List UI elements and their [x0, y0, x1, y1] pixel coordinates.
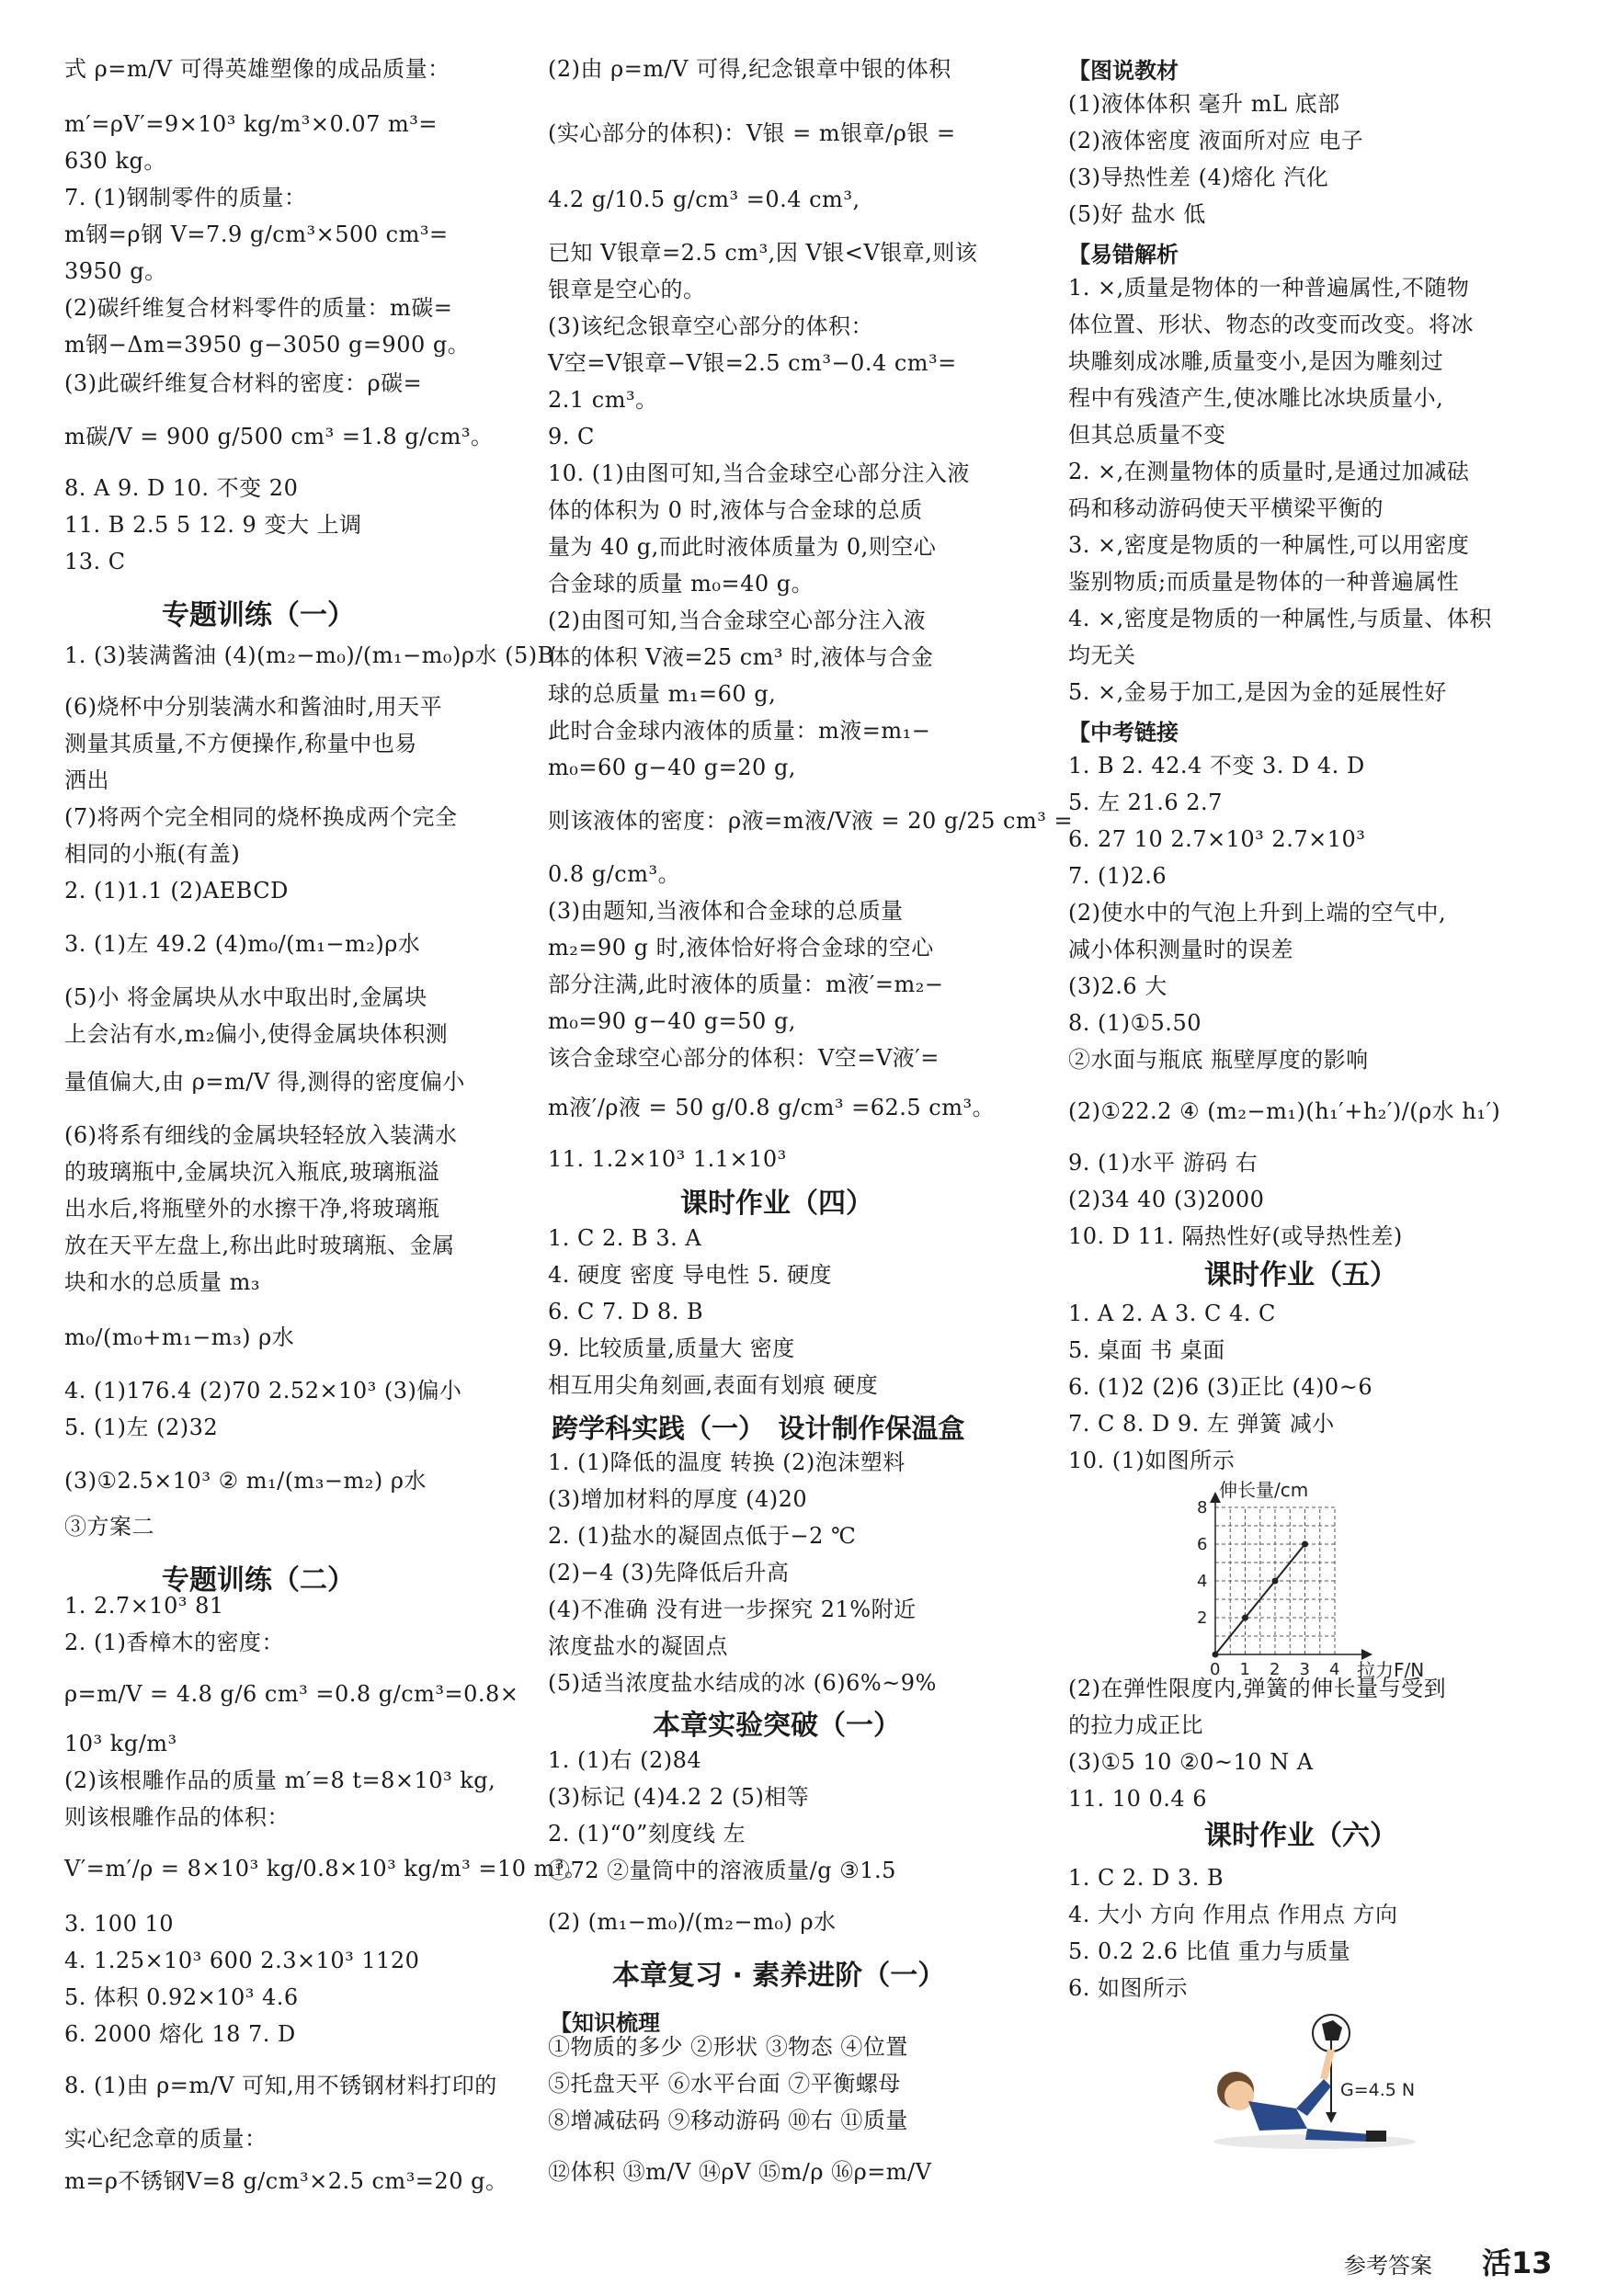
- answer-line: m′=ρV′=9×10³ kg/m³×0.07 m³=: [64, 111, 439, 137]
- answer-line: 11. 10 0.4 6: [1068, 1786, 1208, 1812]
- answer-line: 2. (1)1.1 (2)AEBCD: [64, 878, 289, 904]
- answer-line: m=ρ不锈钢V=8 g/cm³×2.5 cm³=20 g。: [64, 2168, 508, 2194]
- answer-line: 6. 27 10 2.7×10³ 2.7×10³: [1068, 826, 1366, 852]
- answer-line: ⑫体积 ⑬m/V ⑭ρV ⑮m/ρ ⑯ρ=m/V: [548, 2159, 932, 2185]
- answer-line: (2)由 ρ=m/V 可得,纪念银章中银的体积: [548, 56, 951, 82]
- answer-line: 体位置、形状、物态的改变而改变。将冰: [1068, 312, 1474, 337]
- answer-line: 1. B 2. 42.4 不变 3. D 4. D: [1068, 753, 1365, 779]
- answer-line: 9. (1)水平 游码 右: [1068, 1150, 1259, 1176]
- answer-line: ③方案二: [64, 1514, 154, 1540]
- answer-line: ①72 ②量筒中的溶液质量/g ③1.5: [548, 1858, 896, 1883]
- answer-line: 3950 g。: [64, 258, 167, 284]
- answer-line: 3. ×,密度是物质的一种属性,可以用密度: [1068, 532, 1470, 558]
- answer-line: m钢−Δm=3950 g−3050 g=900 g。: [64, 332, 471, 358]
- x-tick-label: 1: [1239, 1660, 1250, 1679]
- answer-line: (2)液体密度 液面所对应 电子: [1068, 128, 1364, 153]
- answer-line: 测量其质量,不方便操作,称量中也易: [64, 731, 417, 756]
- answer-line: 4. ×,密度是物质的一种属性,与质量、体积: [1068, 606, 1492, 631]
- answer-line: 相互用尖角刻画,表面有划痕 硬度: [548, 1372, 879, 1398]
- answer-line: ⑧增减砝码 ⑨移动游码 ⑩右 ⑪质量: [548, 2108, 908, 2133]
- answer-line: (6)将系有细线的金属块轻轻放入装满水: [64, 1122, 458, 1148]
- answer-line: 9. C: [548, 424, 595, 449]
- answer-line: (5)小 将金属块从水中取出时,金属块: [64, 984, 427, 1010]
- answer-line: 则该根雕作品的体积：: [64, 1804, 290, 1830]
- answer-line: 已知 V银章=2.5 cm³,因 V银<V银章,则该: [548, 240, 978, 266]
- answer-line: 7. (1)2.6: [1068, 863, 1167, 889]
- answer-line: (2)34 40 (3)2000: [1068, 1187, 1265, 1212]
- answer-line: 块和水的总质量 m₃: [64, 1269, 261, 1295]
- spring-extension-chart: [1186, 1480, 1489, 1682]
- answer-line: 式 ρ=m/V 可得英雄塑像的成品质量：: [64, 56, 450, 82]
- answer-line: (3)由题知,当液体和合金球的总质量: [548, 898, 904, 924]
- tag-tushuo-jiaocai: 【图说教材: [1068, 58, 1179, 84]
- heading-kuaxueke-1: 跨学科实践（一） 设计制作保温盒: [552, 1413, 965, 1444]
- heading-shiyan-1: 本章实验突破（一）: [653, 1710, 901, 1742]
- player-body: [1248, 2101, 1307, 2131]
- answer-line: 10. (1)由图可知,当合金球空心部分注入液: [548, 460, 970, 486]
- heading-keshi-6: 课时作业（六）: [1204, 1820, 1397, 1852]
- answer-line: (3)2.6 大: [1068, 973, 1167, 999]
- y-tick-label: 6: [1197, 1535, 1208, 1554]
- answer-line: 9. 比较质量,质量大 密度: [548, 1336, 795, 1361]
- answer-line: 量为 40 g,而此时液体质量为 0,则空心: [548, 534, 937, 560]
- heading-keshi-5: 课时作业（五）: [1204, 1259, 1397, 1291]
- data-point: [1302, 1541, 1308, 1548]
- answer-line: 5. 桌面 书 桌面: [1068, 1337, 1225, 1363]
- answer-line: (3)此碳纤维复合材料的密度：ρ碳=: [64, 370, 423, 396]
- answer-line: 4. 硬度 密度 导电性 5. 硬度: [548, 1262, 832, 1288]
- y-tick-label: 8: [1197, 1498, 1208, 1517]
- answer-line: 1. (1)降低的温度 转换 (2)泡沫塑料: [548, 1449, 906, 1475]
- answer-line: ρ=m/V = 4.8 g/6 cm³ =0.8 g/cm³=0.8×: [64, 1681, 519, 1707]
- answer-line: (4)不准确 没有进一步探究 21%附近: [548, 1597, 917, 1622]
- answer-line: 8. (1)由 ρ=m/V 可知,用不锈钢材料打印的: [64, 2073, 497, 2098]
- answer-line: 1. C 2. B 3. A: [548, 1225, 702, 1251]
- answer-line: 该合金球空心部分的体积：V空=V液′=: [548, 1045, 940, 1071]
- answer-line: (3)①5 10 ②0~10 N A: [1068, 1749, 1314, 1775]
- answer-line: 浓度盐水的凝固点: [548, 1633, 728, 1659]
- answer-line: m₂=90 g 时,液体恰好将合金球的空心: [548, 935, 934, 960]
- answer-line: 5. 体积 0.92×10³ 4.6: [64, 1984, 299, 2010]
- data-point: [1213, 1652, 1219, 1658]
- answer-line: 8. (1)①5.50: [1068, 1010, 1202, 1036]
- heading-fuxi-1: 本章复习 · 素养进阶（一）: [612, 1960, 946, 1992]
- answer-line: 1. 2.7×10³ 81: [64, 1593, 224, 1619]
- answer-line: 1. ×,质量是物体的一种普遍属性,不随物: [1068, 275, 1470, 301]
- answer-line: 5. 左 21.6 2.7: [1068, 790, 1223, 815]
- answer-line: 3. 100 10: [64, 1911, 175, 1937]
- x-tick-label: 4: [1329, 1660, 1340, 1679]
- answer-line: 10. D 11. 隔热性好(或导热性差): [1068, 1223, 1403, 1249]
- answer-line: 实心纪念章的质量：: [64, 2126, 268, 2152]
- answer-line: 5. ×,金易于加工,是因为金的延展性好: [1068, 679, 1447, 705]
- answer-line: 8. A 9. D 10. 不变 20: [64, 475, 299, 501]
- answer-line: 2. (1)盐水的凝固点低于−2 ℃: [548, 1523, 857, 1549]
- answer-line: 上会沾有水,m₂偏小,使得金属块体积测: [64, 1021, 449, 1047]
- gravity-label: G=4.5 N: [1340, 2080, 1416, 2100]
- answer-line: 6. 2000 熔化 18 7. D: [64, 2021, 296, 2047]
- answer-line: V′=m′/ρ = 8×10³ kg/0.8×10³ kg/m³ =10 m³。: [64, 1856, 587, 1881]
- answer-line: 4.2 g/10.5 g/cm³ =0.4 cm³,: [548, 187, 860, 212]
- answer-line: 2. (1)“0”刻度线 左: [548, 1821, 746, 1847]
- answer-line: ①物质的多少 ②形状 ③物态 ④位置: [548, 2034, 908, 2060]
- answer-line: (2)由图可知,当合金球空心部分注入液: [548, 608, 927, 633]
- answer-line: 量值偏大,由 ρ=m/V 得,测得的密度偏小: [64, 1069, 465, 1095]
- answer-line: 2. (1)香樟木的密度：: [64, 1630, 285, 1655]
- answer-line: 2.1 cm³。: [548, 387, 658, 413]
- y-axis-label: 伸长量/cm: [1219, 1480, 1309, 1501]
- answer-line: 3. (1)左 49.2 (4)m₀/(m₁−m₂)ρ水: [64, 931, 421, 957]
- data-point: [1272, 1578, 1279, 1585]
- answer-line: m₀=60 g−40 g=20 g,: [548, 755, 796, 780]
- answer-line: 块雕刻成冰雕,质量变小,是因为雕刻过: [1068, 348, 1444, 374]
- answer-line: (3)增加材料的厚度 (4)20: [548, 1486, 808, 1512]
- answer-line: 4. 1.25×10³ 600 2.3×10³ 1120: [64, 1948, 420, 1973]
- answer-line: 此时合金球内液体的质量：m液=m₁−: [548, 718, 931, 744]
- answer-line: 程中有残渣产生,使冰雕比冰块质量小,: [1068, 385, 1444, 411]
- answer-line: 银章是空心的。: [548, 277, 706, 302]
- answer-line: 减小体积测量时的误差: [1068, 937, 1293, 962]
- answer-line: 则该液体的密度：ρ液=m液/V液 = 20 g/25 cm³ =: [548, 808, 1074, 834]
- answer-line: (3)①2.5×10³ ② m₁/(m₃−m₂) ρ水: [64, 1468, 427, 1494]
- answer-line: 4. 大小 方向 作用点 作用点 方向: [1068, 1902, 1398, 1927]
- answer-line: V空=V银章−V银=2.5 cm³−0.4 cm³=: [548, 350, 957, 376]
- soccer-player-illustration: [1204, 2013, 1434, 2151]
- data-point: [1242, 1615, 1248, 1621]
- answer-line: 体的体积为 0 时,液体与合金球的总质: [548, 497, 923, 523]
- answer-line: 1. A 2. A 3. C 4. C: [1068, 1301, 1276, 1326]
- answer-line: (2) (m₁−m₀)/(m₂−m₀) ρ水: [548, 1909, 837, 1935]
- answer-line: m碳/V = 900 g/500 cm³ =1.8 g/cm³。: [64, 424, 494, 449]
- answer-line: 体的体积 V液=25 cm³ 时,液体与合金: [548, 644, 934, 670]
- x-axis-label: 拉力F/N: [1357, 1659, 1425, 1681]
- answer-line: 码和移动游码使天平横梁平衡的: [1068, 495, 1384, 521]
- answer-line: (5)适当浓度盐水结成的冰 (6)6%~9%: [548, 1670, 937, 1696]
- heading-zhuanti-2: 专题训练（二）: [162, 1564, 355, 1597]
- answer-line: m₀/(m₀+m₁−m₃) ρ水: [64, 1324, 295, 1350]
- answer-line: (6)烧杯中分别装满水和酱油时,用天平: [64, 694, 443, 720]
- answer-line: (2)①22.2 ④ (m₂−m₁)(h₁′+h₂′)/(ρ水 h₁′): [1068, 1098, 1501, 1124]
- answer-line: (2)在弹性限度内,弹簧的伸长量与受到: [1068, 1676, 1447, 1701]
- answer-line: 13. C: [64, 549, 126, 574]
- answer-line: (3)导热性差 (4)熔化 汽化: [1068, 165, 1329, 190]
- answer-line: (2)该根雕作品的质量 m′=8 t=8×10³ kg,: [64, 1767, 496, 1793]
- answer-line: 1. (1)右 (2)84: [548, 1747, 702, 1773]
- x-tick-label: 2: [1270, 1660, 1281, 1679]
- answer-line: (1)液体体积 毫升 mL 底部: [1068, 91, 1340, 117]
- answer-line: m钢=ρ钢 V=7.9 g/cm³×500 cm³=: [64, 222, 449, 247]
- answer-line: (2)−4 (3)先降低后升高: [548, 1560, 790, 1586]
- answer-line: 洒出: [64, 767, 109, 793]
- answer-line: m液′/ρ液 = 50 g/0.8 g/cm³ =62.5 cm³。: [548, 1095, 996, 1120]
- answer-line: 5. 0.2 2.6 比值 重力与质量: [1068, 1938, 1351, 1964]
- y-tick-label: 4: [1197, 1572, 1208, 1591]
- answer-line: (2)碳纤维复合材料零件的质量：m碳=: [64, 295, 453, 321]
- x-tick-label: 0: [1210, 1660, 1221, 1679]
- answer-line: 5. (1)左 (2)32: [64, 1415, 219, 1440]
- answer-line: 7. C 8. D 9. 左 弹簧 减小: [1068, 1411, 1335, 1437]
- y-tick-label: 2: [1197, 1608, 1208, 1628]
- footer-reference-answer: 参考答案: [1344, 2253, 1432, 2279]
- answer-line: 4. (1)176.4 (2)70 2.52×10³ (3)偏小: [64, 1378, 462, 1404]
- answer-line: 的玻璃瓶中,金属块沉入瓶底,玻璃瓶溢: [64, 1159, 440, 1185]
- answer-line: 部分注满,此时液体的质量：m液′=m₂−: [548, 972, 944, 997]
- answer-line: 0.8 g/cm³。: [548, 861, 681, 887]
- heading-keshi-4: 课时作业（四）: [680, 1188, 873, 1220]
- tag-zhishi-shuli: 【知识梳理: [550, 2010, 660, 2036]
- answer-line: 11. 1.2×10³ 1.1×10³: [548, 1146, 787, 1172]
- answer-line: (5)好 盐水 低: [1068, 201, 1206, 227]
- answer-line: ⑤托盘天平 ⑥水平台面 ⑦平衡螺母: [548, 2071, 901, 2097]
- x-tick-label: 3: [1299, 1660, 1310, 1679]
- answer-line: (7)将两个完全相同的烧杯换成两个完全: [64, 804, 458, 830]
- answer-line: 球的总质量 m₁=60 g,: [548, 681, 777, 707]
- answer-line: (3)标记 (4)4.2 2 (5)相等: [548, 1784, 810, 1810]
- answer-line: (实心部分的体积)：V银 = m银章/ρ银 =: [548, 120, 956, 146]
- tag-yicuo-jiexi: 【易错解析: [1068, 242, 1179, 267]
- heading-zhuanti-1: 专题训练（一）: [162, 599, 355, 631]
- tag-zhongkao-lianjie: 【中考链接: [1068, 720, 1179, 745]
- answer-line: 2. ×,在测量物体的质量时,是通过加减砝: [1068, 459, 1470, 484]
- answer-line: m₀=90 g−40 g=50 g,: [548, 1008, 796, 1034]
- footer-page-number: 活13: [1482, 2245, 1553, 2280]
- answer-line: 6. (1)2 (2)6 (3)正比 (4)0~6: [1068, 1374, 1373, 1400]
- answer-line: 1. C 2. D 3. B: [1068, 1865, 1224, 1891]
- answer-line: 的拉力成正比: [1068, 1712, 1203, 1738]
- answer-line: 均无关: [1068, 642, 1136, 668]
- answer-line: (2)使水中的气泡上升到上端的空气中,: [1068, 900, 1447, 926]
- answer-line: (3)该纪念银章空心部分的体积：: [548, 313, 873, 339]
- answer-line: 6. C 7. D 8. B: [548, 1299, 704, 1324]
- answer-line: 630 kg。: [64, 148, 166, 174]
- answer-line: 10. (1)如图所示: [1068, 1448, 1236, 1473]
- answer-line: 合金球的质量 m₀=40 g。: [548, 571, 814, 597]
- answer-line: 但其总质量不变: [1068, 422, 1226, 448]
- answer-line: 1. (3)装满酱油 (4)(m₂−m₀)/(m₁−m₀)ρ水 (5)B: [64, 642, 554, 668]
- answer-line: 10³ kg/m³: [64, 1731, 177, 1756]
- answer-line: 7. (1)钢制零件的质量：: [64, 185, 307, 210]
- answer-line: 出水后,将瓶壁外的水擦干净,将玻璃瓶: [64, 1196, 440, 1222]
- answer-line: ②水面与瓶底 瓶壁厚度的影响: [1068, 1047, 1369, 1073]
- answer-line: 6. 如图所示: [1068, 1975, 1189, 2001]
- answer-line: 鉴别物质;而质量是物体的一种普遍属性: [1068, 569, 1460, 595]
- answer-line: 11. B 2.5 5 12. 9 变大 上调: [64, 512, 362, 538]
- answer-line: 相同的小瓶(有盖): [64, 841, 241, 867]
- answer-line: 放在天平左盘上,称出此时玻璃瓶、金属: [64, 1233, 455, 1258]
